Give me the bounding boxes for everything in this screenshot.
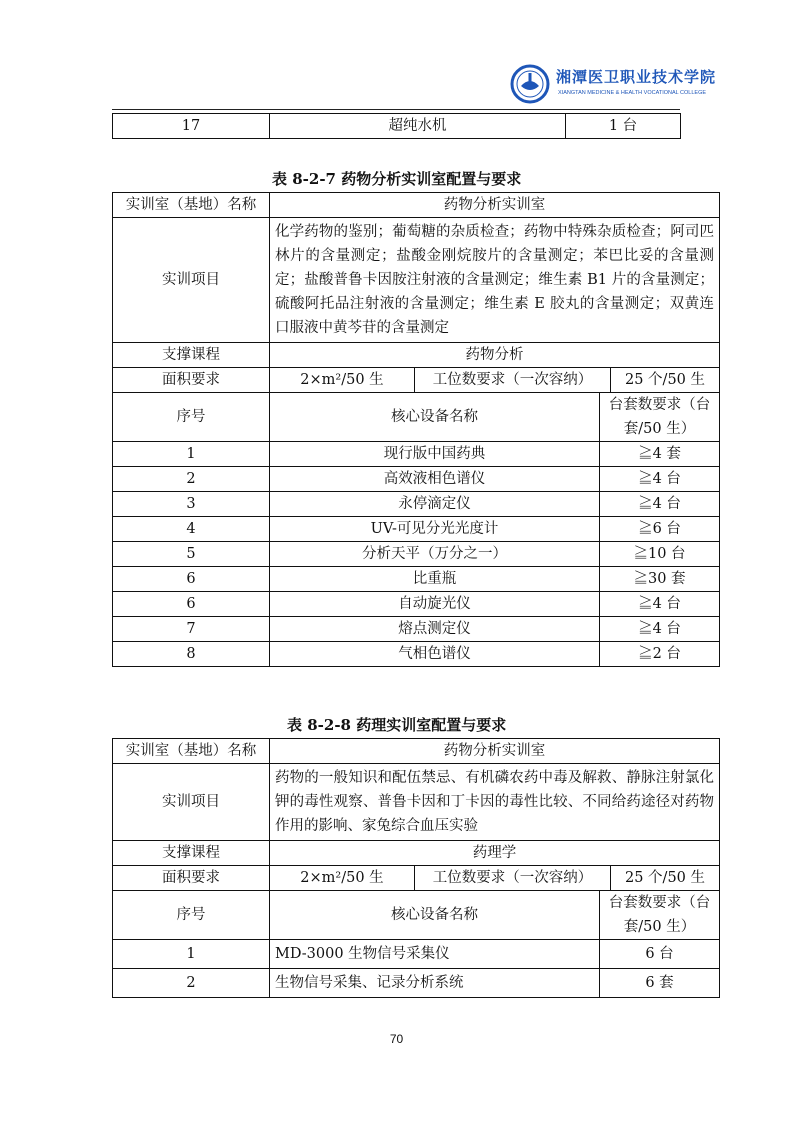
course-value: 药物分析 xyxy=(270,343,720,368)
page-header xyxy=(112,62,717,108)
col-no: 序号 xyxy=(113,891,270,940)
table-row xyxy=(113,442,720,467)
table-row xyxy=(113,542,720,567)
college-logo-icon xyxy=(510,64,550,104)
station-value: 25 个/50 生 xyxy=(611,866,720,891)
table-row xyxy=(113,617,720,642)
col-equipment: 核心设备名称 xyxy=(270,891,600,940)
table-row xyxy=(113,841,720,866)
cell-qty: 1 台 xyxy=(566,114,681,139)
room-label: 实训室（基地）名称 xyxy=(113,193,270,218)
area-label: 面积要求 xyxy=(113,866,270,891)
course-value: 药理学 xyxy=(270,841,720,866)
area-label: 面积要求 xyxy=(113,368,270,393)
cell-qty: ≧2 台 xyxy=(600,642,720,667)
course-label: 支撑课程 xyxy=(113,343,270,368)
cell-equipment: 永停滴定仪 xyxy=(270,492,600,517)
cell-equipment: 熔点测定仪 xyxy=(270,617,600,642)
items-label: 实训项目 xyxy=(113,218,270,343)
cell-qty: ≧10 台 xyxy=(600,542,720,567)
col-qty: 台套数要求（台套/50 生） xyxy=(600,891,720,940)
station-label: 工位数要求（一次容纳） xyxy=(415,866,611,891)
table-row xyxy=(113,642,720,667)
items-value: 化学药物的鉴别；葡萄糖的杂质检查；药物中特殊杂质检查；阿司匹林片的含量测定；盐酸金刚烷胺片的含量测定；苯巴比妥的含量测定；盐酸普鲁卡因胺注射液的含量测定；维生素 B1 片的含量测定；硫酸阿托品注射液的含量测定；维生素 E 胶丸的含量测定；双黄连口服液中黄芩苷的含量测定 xyxy=(270,218,720,343)
station-label: 工位数要求（一次容纳） xyxy=(415,368,611,393)
table-row xyxy=(113,739,720,764)
table-row xyxy=(113,592,720,617)
table-row xyxy=(113,368,720,393)
area-value: 2×m²/50 生 xyxy=(270,866,415,891)
pharma-analysis-table xyxy=(112,192,720,667)
table-caption: 表 8-2-8 药理实训室配置与要求 xyxy=(287,716,507,734)
cell-qty: ≧4 台 xyxy=(600,592,720,617)
cell-qty: ≧30 套 xyxy=(600,567,720,592)
cell-qty: ≧4 台 xyxy=(600,617,720,642)
cell-no: 5 xyxy=(113,542,270,567)
cell-qty: 6 套 xyxy=(600,969,720,998)
area-value: 2×m²/50 生 xyxy=(270,368,415,393)
table-row xyxy=(113,114,681,139)
school-name-en: XIANGTAN MEDICINE & HEALTH VOCATIONAL COLLEGE xyxy=(558,90,707,96)
items-label: 实训项目 xyxy=(113,764,270,841)
cell-no: 8 xyxy=(113,642,270,667)
table-caption: 表 8-2-7 药物分析实训室配置与要求 xyxy=(272,170,522,188)
cell-equipment: 气相色谱仪 xyxy=(270,642,600,667)
table-row xyxy=(113,193,720,218)
cell-no: 1 xyxy=(113,940,270,969)
school-name: 湘潭医卫职业技术学院 xyxy=(556,68,717,86)
table-row xyxy=(113,866,720,891)
pharmacology-table xyxy=(112,738,720,998)
cell-no: 7 xyxy=(113,617,270,642)
table-header-row xyxy=(113,891,720,940)
table-row xyxy=(113,940,720,969)
table-row xyxy=(113,764,720,841)
cell-equipment: 自动旋光仪 xyxy=(270,592,600,617)
cell-qty: 6 台 xyxy=(600,940,720,969)
cell-no: 4 xyxy=(113,517,270,542)
table-row xyxy=(113,492,720,517)
cell-no: 17 xyxy=(113,114,270,139)
table-header-row xyxy=(113,393,720,442)
table-row xyxy=(113,218,720,343)
room-label: 实训室（基地）名称 xyxy=(113,739,270,764)
cell-no: 6 xyxy=(113,567,270,592)
station-value: 25 个/50 生 xyxy=(611,368,720,393)
cell-qty: ≧6 台 xyxy=(600,517,720,542)
cell-equipment: 高效液相色谱仪 xyxy=(270,467,600,492)
cell-qty: ≧4 台 xyxy=(600,467,720,492)
cell-equipment: 分析天平（万分之一） xyxy=(270,542,600,567)
table-row xyxy=(113,969,720,998)
cell-equipment: UV-可见分光光度计 xyxy=(270,517,600,542)
col-no: 序号 xyxy=(113,393,270,442)
col-qty: 台套数要求（台套/50 生） xyxy=(600,393,720,442)
course-label: 支撑课程 xyxy=(113,841,270,866)
cell-no: 1 xyxy=(113,442,270,467)
table-row xyxy=(113,567,720,592)
table-row xyxy=(113,467,720,492)
cell-no: 2 xyxy=(113,467,270,492)
items-value: 药物的一般知识和配伍禁忌、有机磷农药中毒及解救、静脉注射氯化钾的毒性观察、普鲁卡因和丁卡因的毒性比较、不同给药途径对药物作用的影响、家兔综合血压实验 xyxy=(270,764,720,841)
cell-no: 6 xyxy=(113,592,270,617)
cell-equipment: 生物信号采集、记录分析系统 xyxy=(270,969,600,998)
cell-equipment: 现行版中国药典 xyxy=(270,442,600,467)
page-number: 70 xyxy=(389,1032,404,1046)
cell-equipment: MD-3000 生物信号采集仪 xyxy=(270,940,600,969)
cell-no: 2 xyxy=(113,969,270,998)
previous-table-tail xyxy=(112,113,681,139)
table-row xyxy=(113,517,720,542)
col-equipment: 核心设备名称 xyxy=(270,393,600,442)
cell-qty: ≧4 套 xyxy=(600,442,720,467)
table-row xyxy=(113,343,720,368)
header-rule xyxy=(112,109,680,110)
room-value: 药物分析实训室 xyxy=(270,739,720,764)
cell-equipment: 超纯水机 xyxy=(270,114,566,139)
room-value: 药物分析实训室 xyxy=(270,193,720,218)
cell-equipment: 比重瓶 xyxy=(270,567,600,592)
cell-no: 3 xyxy=(113,492,270,517)
cell-qty: ≧4 台 xyxy=(600,492,720,517)
